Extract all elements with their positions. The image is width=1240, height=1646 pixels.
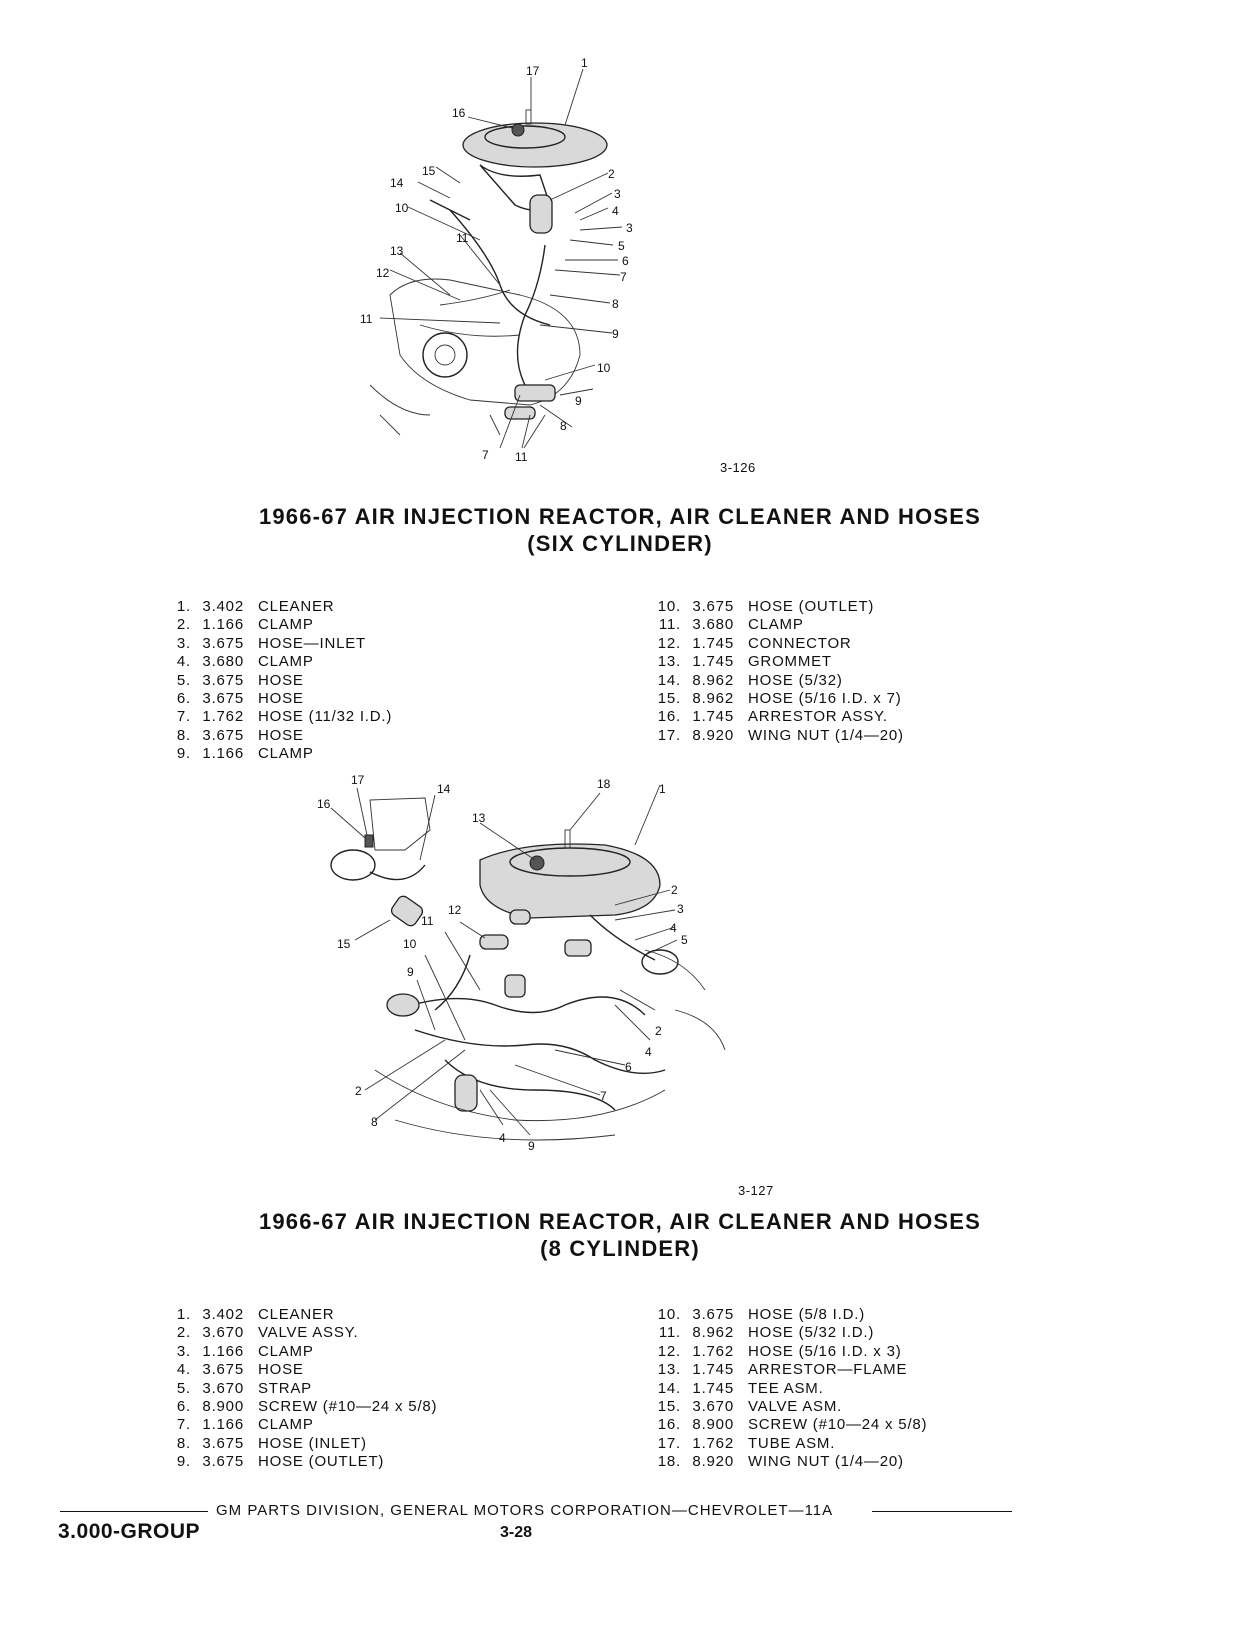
part-row: 16. 1.745 ARRESTOR ASSY.	[657, 708, 888, 726]
callout-15: 15	[422, 164, 436, 178]
part-row: 6. 8.900 SCREW (#10—24 x 5/8)	[176, 1398, 438, 1416]
six-cylinder-diagram	[350, 55, 690, 475]
callout-6: 6	[625, 1060, 632, 1074]
callout-13: 13	[390, 244, 404, 258]
callout-7b: 7	[482, 448, 489, 462]
part-row: 2. 3.670 VALVE ASSY.	[176, 1324, 359, 1342]
part-row: 3. 1.166 CLAMP	[176, 1342, 314, 1360]
callout-3: 3	[614, 187, 621, 201]
six-cylinder-parts-list-right	[655, 598, 904, 745]
callout-5: 5	[681, 933, 688, 947]
callout-9: 9	[407, 965, 414, 979]
callout-9b: 9	[528, 1139, 535, 1153]
part-row: 14. 8.962 HOSE (5/32)	[657, 671, 843, 689]
callout-7: 7	[600, 1089, 607, 1103]
part-row: 8. 3.675 HOSE (INLET)	[176, 1434, 367, 1452]
callout-2: 2	[671, 883, 678, 897]
page-number: 3-28	[500, 1524, 533, 1541]
callout-2c: 2	[355, 1084, 362, 1098]
part-row: 12. 1.745 CONNECTOR	[657, 634, 852, 652]
part-row: 15. 3.670 VALVE ASM.	[657, 1398, 843, 1416]
callout-2b: 2	[655, 1024, 662, 1038]
callout-17: 17	[526, 64, 540, 78]
figure-id-3-127: 3-127	[738, 1183, 774, 1198]
part-row: 5. 3.675 HOSE	[176, 671, 304, 689]
six-cylinder-drawing	[350, 55, 690, 475]
callout-18: 18	[597, 777, 611, 791]
callout-17: 17	[351, 773, 365, 787]
eight-cylinder-title	[0, 1208, 1240, 1262]
callout-11: 11	[421, 914, 434, 928]
part-row: 7. 1.166 CLAMP	[176, 1416, 314, 1434]
part-row: 10. 3.675 HOSE (5/8 I.D.)	[657, 1306, 865, 1323]
callout-5: 5	[618, 239, 625, 253]
callout-8: 8	[612, 297, 619, 311]
callout-7: 7	[620, 270, 627, 284]
callout-4c: 4	[499, 1131, 506, 1145]
callout-1: 1	[659, 782, 666, 796]
title-line-1: 1966-67 AIR INJECTION REACTOR, AIR CLEANER AND HOSES	[258, 504, 982, 529]
air-cleaner-shape	[463, 123, 607, 167]
part-row: 9. 1.166 CLAMP	[176, 745, 314, 763]
part-row: 3. 3.675 HOSE—INLET	[176, 634, 366, 652]
part-row: 14. 1.745 TEE ASM.	[657, 1379, 824, 1397]
callout-11: 11	[456, 231, 469, 245]
part-row: 13. 1.745 GROMMET	[657, 653, 832, 671]
part-row: 16. 8.900 SCREW (#10—24 x 5/8)	[657, 1416, 928, 1434]
part-row: 9. 3.675 HOSE (OUTLET)	[176, 1453, 385, 1471]
callout-2: 2	[608, 167, 615, 181]
part-row: 12. 1.762 HOSE (5/16 I.D. x 3)	[657, 1342, 902, 1360]
part-row: 15. 8.962 HOSE (5/16 I.D. x 7)	[657, 690, 902, 708]
part-row: 8. 3.675 HOSE	[176, 726, 304, 744]
part-row: 11. 3.680 CLAMP	[658, 616, 804, 634]
callout-11c: 11	[515, 450, 528, 464]
callout-4: 4	[612, 204, 619, 218]
callout-15: 15	[337, 937, 351, 951]
part-row: 2. 1.166 CLAMP	[176, 616, 314, 634]
callout-8: 8	[371, 1115, 378, 1129]
callout-6: 6	[622, 254, 629, 268]
part-row: 10. 3.675 HOSE (OUTLET)	[657, 598, 875, 615]
eight-cylinder-diagram	[315, 773, 755, 1200]
part-row: 5. 3.670 STRAP	[176, 1379, 312, 1397]
callout-8b: 8	[560, 419, 567, 433]
callout-12: 12	[448, 903, 462, 917]
group-label: 3.000-GROUP	[58, 1520, 201, 1543]
title-line-1: 1966-67 AIR INJECTION REACTOR, AIR CLEANER AND HOSES	[258, 1209, 982, 1234]
eight-cylinder-parts-list-left	[165, 1306, 437, 1472]
figure-id-3-126: 3-126	[720, 460, 756, 475]
part-row: 6. 3.675 HOSE	[176, 690, 304, 708]
callout-3: 3	[677, 902, 684, 916]
part-row: 18. 8.920 WING NUT (1/4—20)	[657, 1453, 904, 1471]
callout-14: 14	[390, 176, 404, 190]
callout-13: 13	[472, 811, 486, 825]
eight-cylinder-drawing	[315, 773, 755, 1200]
footer-rule-right	[872, 1511, 1012, 1512]
part-row: 1. 3.402 CLEANER	[176, 598, 335, 615]
part-row: 13. 1.745 ARRESTOR—FLAME	[657, 1361, 908, 1379]
callout-9b: 9	[575, 394, 582, 408]
callout-9: 9	[612, 327, 619, 341]
six-cylinder-title	[0, 503, 1240, 557]
title-line-2: (8 CYLINDER)	[540, 1236, 700, 1261]
callout-10: 10	[403, 937, 417, 951]
six-cylinder-parts-list-left	[165, 598, 392, 764]
part-row: 11. 8.962 HOSE (5/32 I.D.)	[658, 1324, 875, 1342]
callout-1: 1	[581, 56, 588, 70]
footer-division-text: GM PARTS DIVISION, GENERAL MOTORS CORPORATION—CHEVROLET—11A	[216, 1502, 834, 1519]
arrestor-shape	[512, 124, 524, 136]
callout-10b: 10	[597, 361, 611, 375]
part-row: 7. 1.762 HOSE (11/32 I.D.)	[176, 708, 393, 726]
eight-cylinder-parts-list-right	[655, 1306, 927, 1472]
part-row: 1. 3.402 CLEANER	[176, 1306, 335, 1323]
callout-10: 10	[395, 201, 409, 215]
part-row: 17. 1.762 TUBE ASM.	[657, 1434, 836, 1452]
title-line-2: (SIX CYLINDER)	[527, 531, 713, 556]
callout-16: 16	[317, 797, 331, 811]
part-row: 4. 3.675 HOSE	[176, 1361, 304, 1379]
air-cleaner-shape	[480, 844, 660, 918]
callout-14: 14	[437, 782, 451, 796]
part-row: 17. 8.920 WING NUT (1/4—20)	[657, 726, 904, 744]
footer-rule-left	[60, 1511, 208, 1512]
callout-4: 4	[670, 921, 677, 935]
callout-16: 16	[452, 106, 466, 120]
callout-3b: 3	[626, 221, 633, 235]
part-row: 4. 3.680 CLAMP	[176, 653, 314, 671]
callout-12: 12	[376, 266, 390, 280]
callout-4b: 4	[645, 1045, 652, 1059]
callout-11b: 11	[360, 312, 373, 326]
